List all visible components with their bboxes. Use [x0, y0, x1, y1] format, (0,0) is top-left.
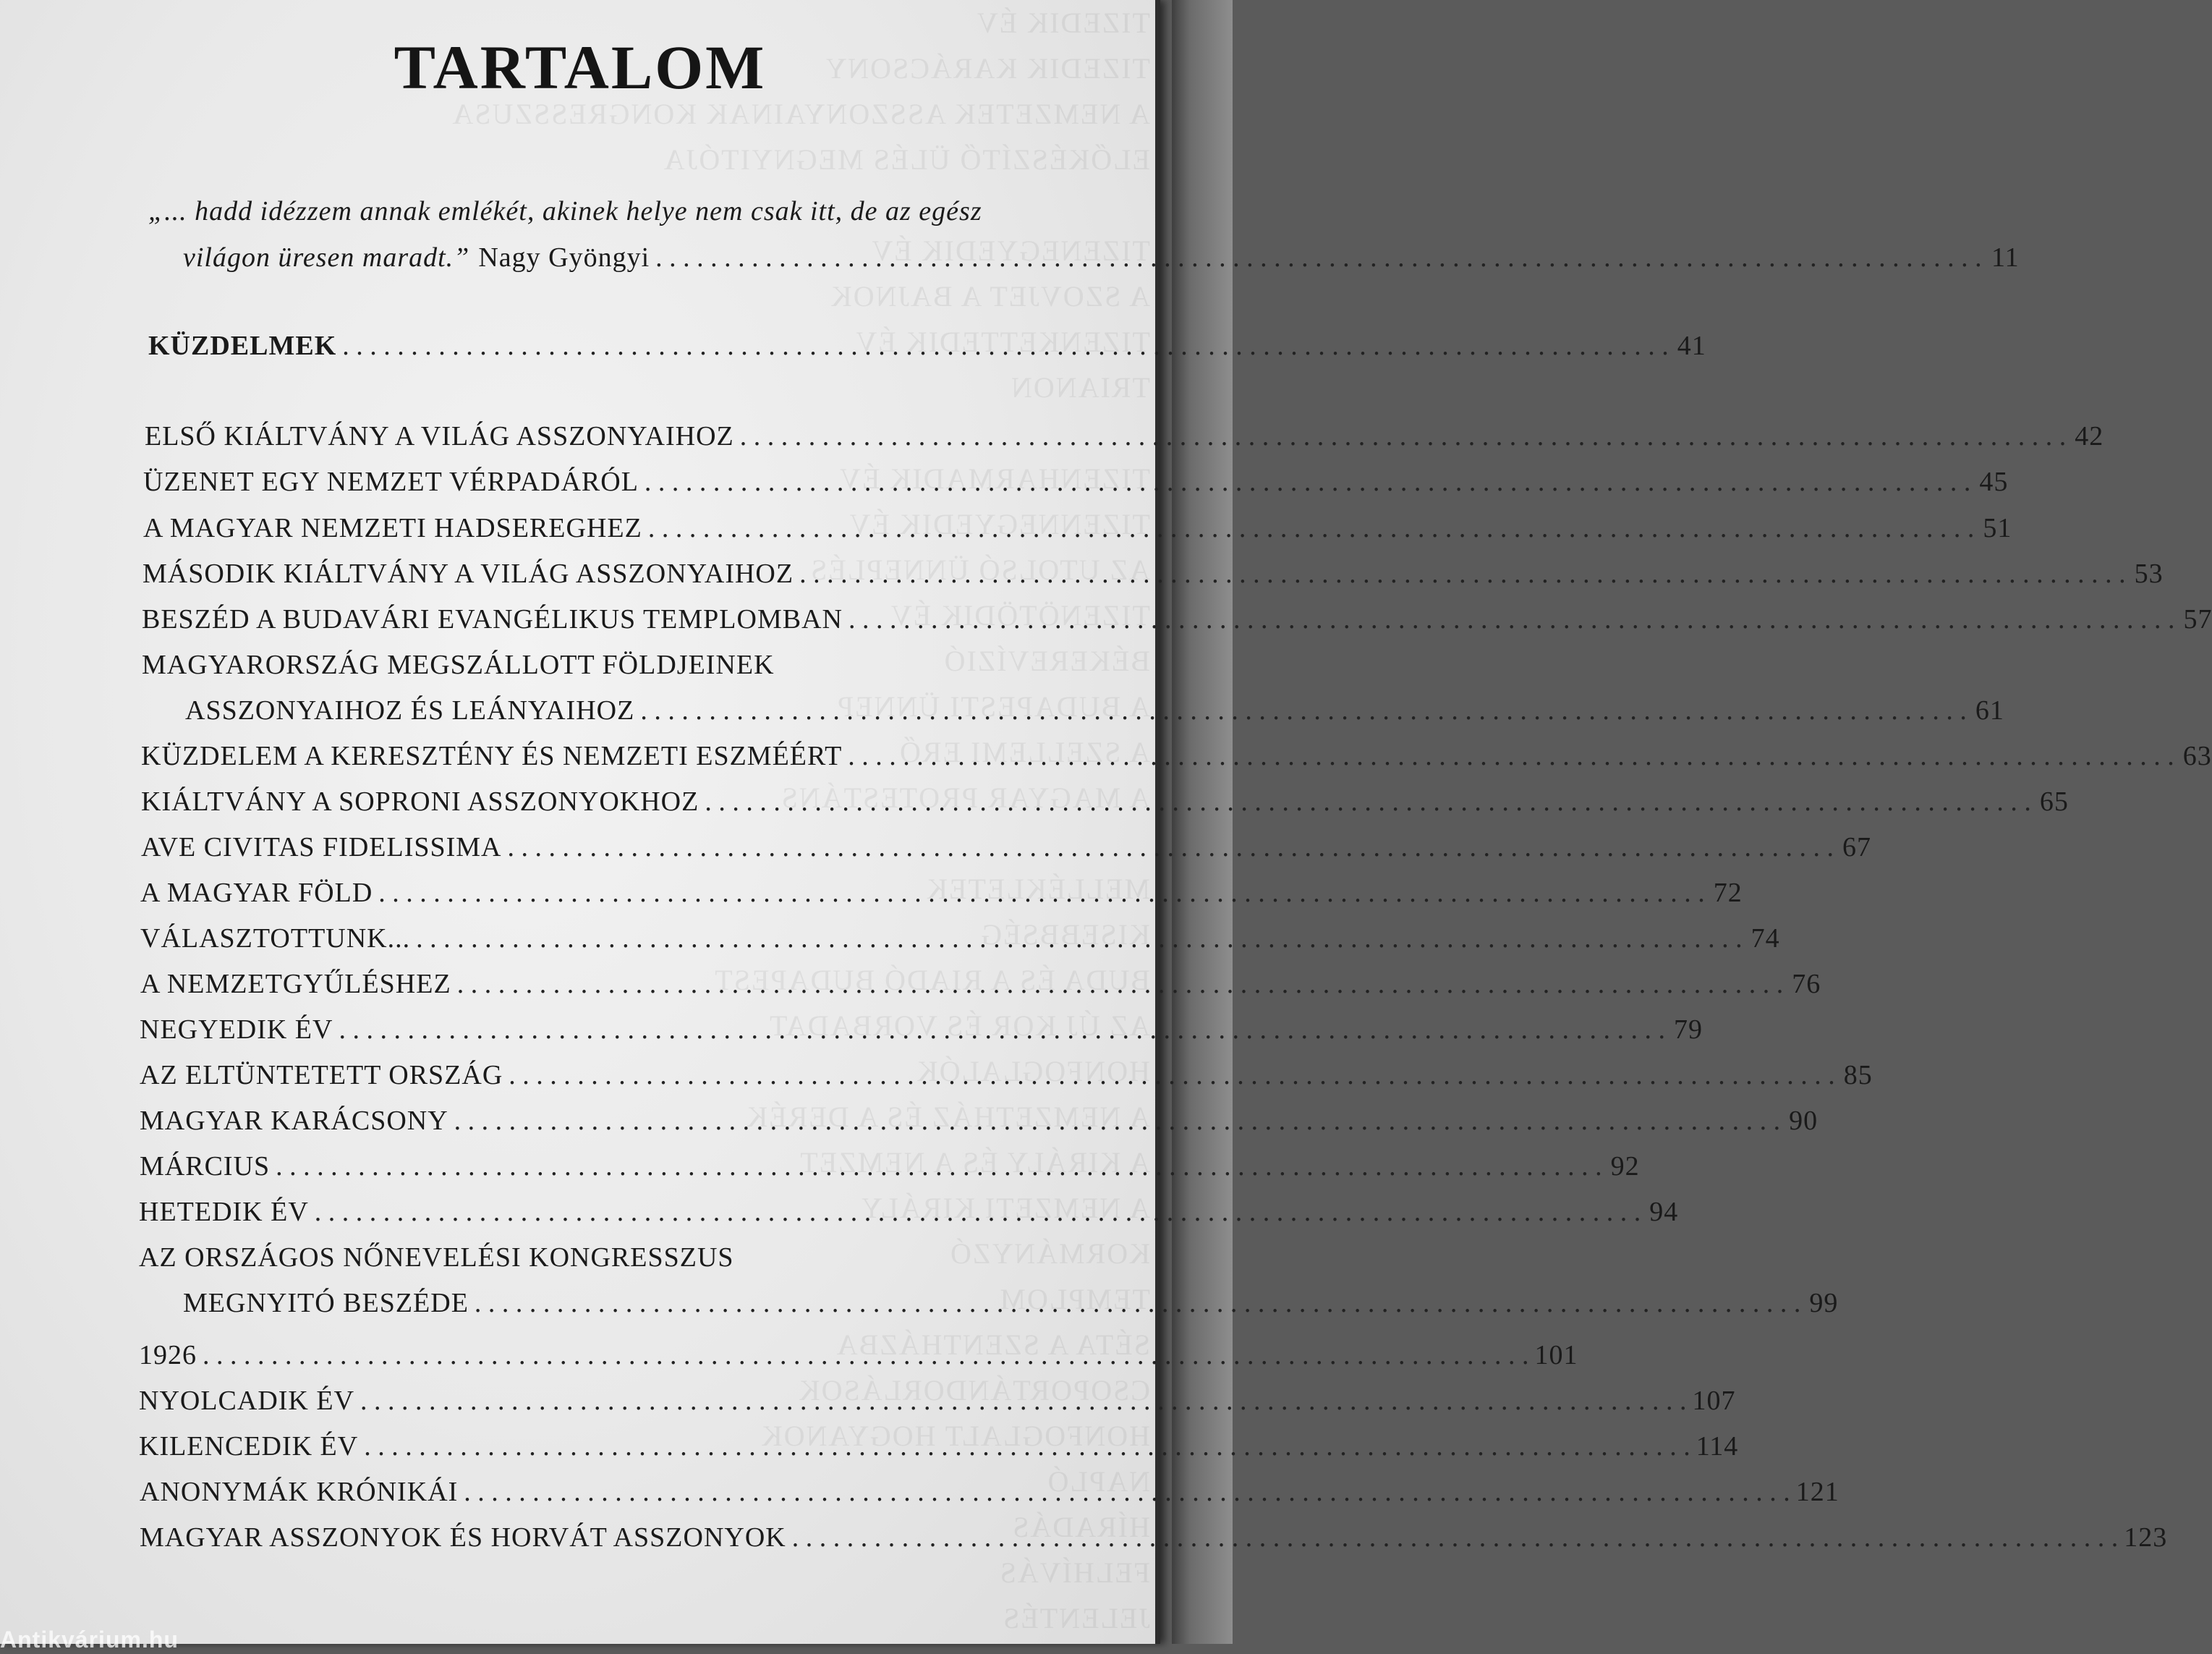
leader-dots [315, 1190, 1641, 1234]
page-number: 41 [1677, 331, 1706, 361]
toc-entry [140, 1145, 1640, 1188]
entry-title: VÁLASZTOTTUNK... [140, 923, 411, 954]
page-number: 57 [2183, 604, 2212, 635]
leader-dots [416, 917, 1743, 960]
entry-title: BESZÉD A BUDAVÁRI EVANGÉLIKUS TEMPLOMBAN [142, 604, 843, 635]
page-number: 45 [1979, 467, 2009, 497]
toc-entry [140, 1470, 1839, 1514]
entry-title: KÜZDELEM A KERESZTÉNY ÉS NEMZETI ESZMÉÉRT [141, 741, 843, 771]
toc-entry-multiline-first [142, 643, 1013, 687]
leader-dots [475, 1281, 1801, 1325]
page-number: 79 [1673, 1014, 1703, 1045]
page-number: 53 [2134, 559, 2164, 589]
toc-entry [141, 780, 2069, 823]
leader-dots [705, 780, 2031, 823]
toc-entry-multiline-second [185, 689, 2004, 732]
page-number: 67 [1842, 832, 1872, 862]
page-number: 11 [1991, 242, 2020, 273]
page-number: 51 [1983, 513, 2012, 543]
leader-dots [640, 689, 1967, 732]
toc-entry [139, 1333, 1578, 1377]
leader-dots [360, 1379, 1687, 1422]
intro-author: Nagy Gyöngyi [478, 242, 650, 273]
page-title: TARTALOM [394, 33, 767, 102]
toc-entry [141, 826, 1872, 869]
leader-dots [645, 460, 1971, 504]
toc-entry [140, 871, 1743, 915]
toc-entry [140, 962, 1821, 1006]
toc-entry [142, 598, 2212, 641]
entry-title: NYOLCADIK ÉV [139, 1386, 355, 1416]
toc-entry [139, 1379, 1736, 1422]
bleed-through-text: TIZEDIK ÉV TIZEDIK KARÁCSONY A NEMZETEK ASSZONYAINAK KONGRESSZUSA ELŐKÉSZÍTŐ ÜLÉS MEGNYITÓJA TIZENEGYEDIK ÉV A SZOVJET A BAJNOK TIZENKETTEDIK ÉV TRIANON TIZENHARMADIK ÉV TIZENNEGYEDIK ÉV AZ UTOLSÓ ÜNNEPLÉS TIZENÖTÖDIK ÉV BÉKEREVÍZIÓ A BUDAPESTI ÜNNEP A SZELLEMI ERŐ A MAGYAR PROTESTÁNS MELLÉKLETEK KISEBBSÉG BUDA ÉS A RIADÓ BUDAPEST AZ ÚJ KOR ÉS VORBADAT HONFOGLALÓK A NEMZETHÁZ ÉS A DERÉK A KIRÁLY ÉS A NEMZET A NEMZETI KIRÁLY KORMÁNYZÓ TEMPLOM SÉTA A SZENTHÁZBA CSOPORTÁNDORLÁSOK HONFOGLALT HOGYANOK NAPLÓ HÍRADÁS FELHÍVÁS JELENTÉS [451, 7, 1150, 1634]
entry-title: AZ ORSZÁGOS NŐNEVELÉSI KONGRESSZUS [139, 1242, 734, 1273]
leader-dots [799, 552, 2126, 595]
leader-dots [509, 1053, 1835, 1097]
leader-dots [203, 1333, 1529, 1377]
page-number: 63 [2182, 741, 2212, 771]
page-number: 76 [1792, 969, 1821, 999]
toc-entry [139, 1190, 1679, 1234]
entry-title: AVE CIVITAS FIDELISSIMA [141, 832, 502, 862]
page-number: 65 [2039, 786, 2069, 817]
entry-title: A MAGYAR NEMZETI HADSEREGHEZ [143, 513, 642, 543]
entry-title: ELSŐ KIÁLTVÁNY A VILÁG ASSZONYAIHOZ [145, 421, 734, 451]
leader-dots [848, 598, 2175, 641]
toc-entry [145, 415, 2104, 458]
watermark-text: Antikvárium.hu [0, 1627, 179, 1653]
toc-entry [140, 917, 1780, 960]
page-number: 42 [2075, 421, 2104, 451]
toc-section-kuzdelmek [148, 324, 1706, 368]
intro-quote-text-end: világon üresen maradt.” [183, 242, 470, 273]
entry-title: MÁRCIUS [140, 1151, 271, 1182]
page-number: 101 [1534, 1340, 1578, 1370]
entry-title: AZ ELTÜNTETETT ORSZÁG [140, 1060, 503, 1090]
entry-title: MAGYAR KARÁCSONY [140, 1106, 448, 1136]
toc-entry [141, 734, 2212, 778]
entry-title: MAGYARORSZÁG MEGSZÁLLOTT FÖLDJEINEK [142, 650, 775, 680]
leader-dots [740, 415, 2067, 458]
entry-title: NEGYEDIK ÉV [140, 1014, 333, 1045]
entry-title: HETEDIK ÉV [139, 1197, 309, 1227]
page-number: 61 [1975, 695, 2004, 726]
toc-entry [142, 552, 2164, 595]
leader-dots [648, 506, 1975, 550]
intro-quote-line2 [183, 236, 2020, 279]
leader-dots [457, 962, 1784, 1006]
page-number: 85 [1843, 1060, 1873, 1090]
entry-title: ANONYMÁK KRÓNIKÁI [140, 1477, 459, 1507]
entry-title-continued: MEGNYITÓ BESZÉDE [183, 1288, 469, 1318]
leader-dots [464, 1470, 1790, 1514]
page-number: 114 [1696, 1431, 1739, 1462]
entry-title: MAGYAR ASSZONYOK ÉS HORVÁT ASSZONYOK [140, 1522, 786, 1553]
page-number: 72 [1713, 878, 1743, 908]
section-label: KÜZDELMEK [148, 331, 337, 361]
toc-entry [139, 1425, 1739, 1468]
leader-dots [339, 1008, 1665, 1051]
toc-entry-multiline-first [139, 1236, 1013, 1279]
page-number: 107 [1692, 1386, 1736, 1416]
toc-entry [140, 1008, 1703, 1051]
page-number: 92 [1610, 1151, 1640, 1182]
entry-title: 1926 [139, 1340, 197, 1370]
leader-dots [342, 324, 1669, 368]
toc-entry [140, 1516, 2168, 1559]
leader-dots [364, 1425, 1690, 1468]
page-number: 99 [1809, 1288, 1839, 1318]
entry-title: MÁSODIK KIÁLTVÁNY A VILÁG ASSZONYAIHOZ [142, 559, 794, 589]
page-number: 123 [2124, 1522, 2168, 1553]
page-number: 94 [1649, 1197, 1679, 1227]
leader-dots [792, 1516, 2119, 1559]
leader-dots [276, 1145, 1602, 1188]
toc-entry [140, 1099, 1818, 1142]
page-number: 74 [1751, 923, 1780, 954]
entry-title: KILENCEDIK ÉV [139, 1431, 359, 1462]
page-number: 90 [1789, 1106, 1818, 1136]
entry-title: KIÁLTVÁNY A SOPRONI ASSZONYOKHOZ [141, 786, 699, 817]
leader-dots [378, 871, 1705, 915]
page-number: 121 [1795, 1477, 1839, 1507]
toc-entry [143, 460, 2009, 504]
toc-entry-multiline-second [183, 1281, 1839, 1325]
intro-quote-text: „... hadd idézzem annak emlékét, akinek helye nem csak itt, de az egész [148, 196, 982, 226]
entry-title: A NEMZETGYŰLÉSHEZ [140, 969, 451, 999]
leader-dots [508, 826, 1834, 869]
entry-title-continued: ASSZONYAIHOZ ÉS LEÁNYAIHOZ [185, 695, 635, 726]
entry-title: ÜZENET EGY NEMZET VÉRPADÁRÓL [143, 467, 639, 497]
toc-entry [143, 506, 2012, 550]
entry-title: A MAGYAR FÖLD [140, 878, 373, 908]
leader-dots [848, 734, 2174, 778]
leader-dots [454, 1099, 1781, 1142]
intro-quote-line1 [148, 190, 1013, 233]
leader-dots [655, 236, 1982, 279]
toc-entry [140, 1053, 1873, 1097]
